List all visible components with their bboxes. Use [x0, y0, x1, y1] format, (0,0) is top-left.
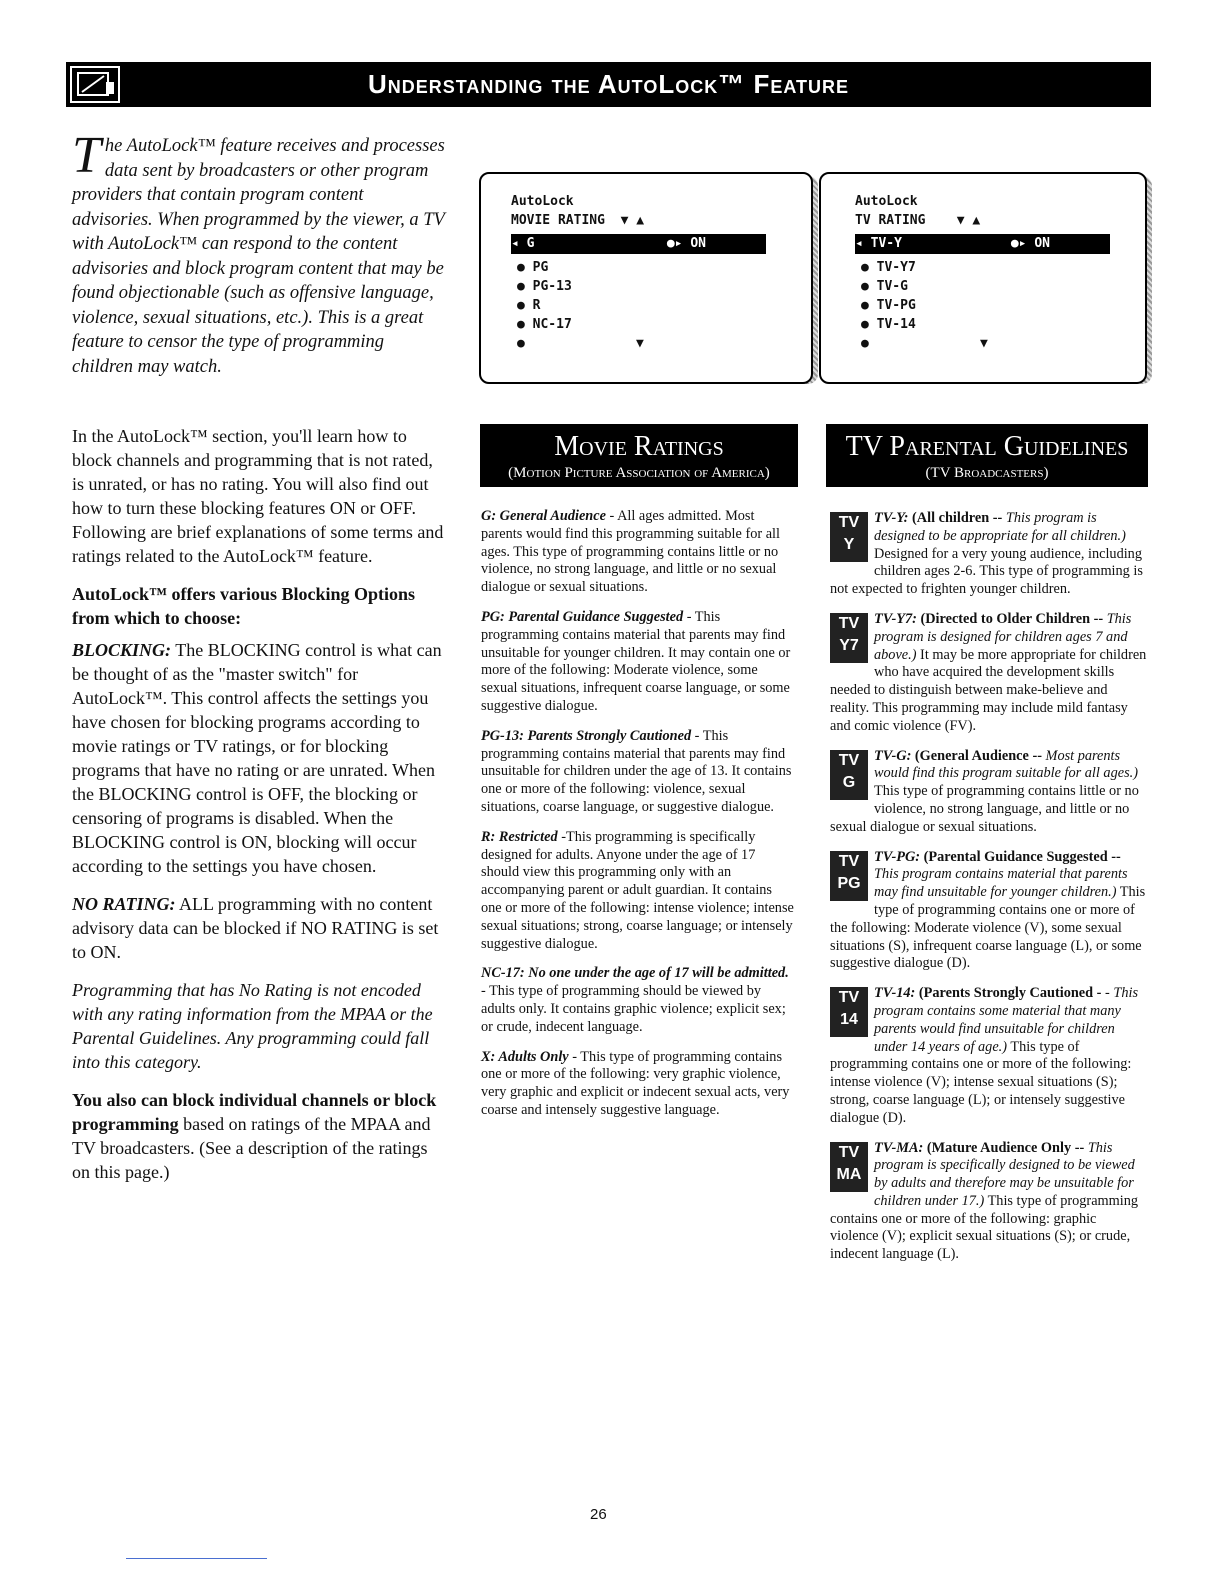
tv-rating-entry: TV PG TV-PG: (Parental Guidance Suggested -- This program contains material that parents may find unsuitable for younger children.) This type of programming contains one or more of the following: Moderate violence (V), some sexual situations (S), infrequent coarse language (L), or some suggestive dialogue (D). [830, 848, 1146, 972]
tv-rating-menu [855, 192, 1110, 353]
no-rating-note: Programming that has No Rating is not encoded with any rating information from the MPAA or the Parental Guidelines. Any programming could fall into this category. [72, 980, 433, 1072]
blocking-label: BLOCKING: [72, 640, 172, 660]
menu-item[interactable]: ● TV-PG [861, 298, 916, 313]
tv-14-badge-icon: TV 14 [830, 987, 868, 1037]
channels-bold: You also can block individual channels or block programming [72, 1090, 437, 1134]
menu-item[interactable]: ● R [517, 298, 541, 313]
autolock-intro: In the AutoLock™ section, you'll learn how to block channels and programming that is not rated, is unrated, or has no rating. You will also find out how to turn these blocking features ON or OFF. Following are brief explanations of some terms and ratings related to the AutoLock™ feature. [72, 426, 444, 566]
channels-paragraph [72, 1088, 448, 1184]
header-bar [66, 62, 1151, 107]
menu-item[interactable]: ● ▼ [861, 336, 988, 351]
tv-rating-entry: TV 14 TV-14: (Parents Strongly Cautioned - - This program contains some material that many parents would find unsuitable for children under 14 years of age.) This type of programming contains one or more of the following: intense violence (V); intense sexual situations (S); strong, coarse language (L); or intensely suggestive dialogue (D). [830, 985, 1139, 1126]
movie-rating-screen [479, 172, 813, 384]
tv-rating-entry: TV Y7 TV-Y7: (Directed to Older Children -- This program is designed for children ages 7 and above.) It may be more appropriate for children who have acquired the development skills needed to distinguish between make-believe and reality. This programming may include mild fantasy and comic violence (FV). [830, 610, 1147, 734]
rating-label: X: Adults Only [481, 1048, 569, 1065]
tv-g-badge-icon: TV G [830, 750, 868, 800]
menu-item[interactable]: ● PG [517, 260, 549, 275]
footer-rule [126, 1558, 267, 1559]
channels-text: based on ratings of the MPAA and TV broadcasters. (See a description of the ratings on this page.) [72, 1114, 431, 1182]
menu-item[interactable]: ● NC-17 [517, 317, 572, 332]
movie-ratings-title: Movie Ratings [554, 431, 724, 462]
menu-item[interactable]: ● PG-13 [517, 279, 572, 294]
rating-entry: X: Adults Only - This type of programming contains one or more of the following: very graphic violence, very graphic and explicit or indecent sexual acts, very coarse and intensely suggestive language. [481, 1048, 790, 1118]
menu-title: AutoLock [511, 194, 574, 209]
tv-guidelines-title: TV Parental Guidelines [845, 431, 1129, 462]
rating-entry: PG: Parental Guidance Suggested - This programming contains material that parents may find unsuitable for younger children. It may contain one or more of the following: Moderate violence, some sexual situations, infrequent coarse language, or some suggestive dialogue. [481, 608, 791, 714]
tv-pg-badge-icon: TV PG [830, 851, 868, 901]
menu-item[interactable]: ● TV-14 [861, 317, 916, 332]
rating-entry: G: General Audience - All ages admitted. Most parents would find this programming suitable for all ages. This type of programming contains little or no violence, no strong language, and little or no sexual dialogue or sexual situations. [481, 508, 780, 596]
left-column [72, 424, 448, 1198]
rating-label: R: Restricted [481, 828, 558, 845]
down-arrow-icon: ▼ [636, 336, 644, 351]
tv-guidelines-subtitle: (TV Broadcasters) [925, 465, 1049, 481]
movie-ratings-subtitle: (Motion Picture Association of America) [508, 465, 770, 481]
down-arrow-icon: ▼ [980, 336, 988, 351]
menu-item[interactable]: ● ▼ [517, 336, 644, 351]
rating-entry: NC-17: No one under the age of 17 will be admitted. - This type of programming should be viewed by adults only. It contains graphic violence; explicit sex; or crude, indecent language. [481, 965, 789, 1035]
no-rating-paragraph [72, 892, 448, 964]
intro-text: he AutoLock™ feature receives and processes data sent by broadcasters or other program providers that contain program content advisories. When programmed by the viewer, a TV with AutoLock™ can respond to the content advisories and block program content that may be found objectionable (such as offensive language, violence, sexual situations, etc.). This is a great feature to censor the type of programming children may watch. [72, 136, 445, 377]
page-number: 26 [590, 1506, 607, 1523]
tv-rating-entry: TV MA TV-MA: (Mature Audience Only -- This program is specifically designed to be viewed by adults and therefore may be unsuitable for children under 17.) This type of programming contains one or more of the following: graphic violence (V); explicit sexual situations (S); or crude, indecent language (L). [830, 1139, 1139, 1263]
menu-title: AutoLock [855, 194, 918, 209]
blocking-text: The BLOCKING control is what can be thought of as the "master switch" for AutoLock™. This control affects the settings you have chosen for blocking programs according to movie ratings or TV ratings, or for blocking programs that have no rating or are unrated. When the BLOCKING control is OFF, the blocking or censoring of programs is disabled. When the BLOCKING control is ON, blocking will occur according to the settings you have chosen. [72, 640, 442, 876]
menu-item[interactable]: ● TV-G [861, 279, 908, 294]
menu-selected-row[interactable]: ◂ TV-Y ●▸ ON [855, 234, 1110, 254]
arrows-icon: ▼ ▲ [956, 213, 981, 228]
menu-subtitle: TV RATING ▼ ▲ [855, 213, 981, 228]
intro-paragraph [72, 127, 447, 379]
movie-ratings-list [481, 508, 796, 1132]
no-rating-label: NO RATING: [72, 894, 176, 914]
page-title: Understanding the AutoLock™ Feature [367, 69, 850, 99]
rating-label: PG: Parental Guidance Suggested [481, 608, 684, 625]
tv-ma-badge-icon: TV MA [830, 1142, 868, 1192]
tv-guidelines-header [826, 424, 1148, 487]
rating-label: NC-17: No one under the age of 17 will be admitted. [481, 965, 789, 982]
tv-y7-badge-icon: TV Y7 [830, 613, 868, 663]
rating-label: G: General Audience [481, 508, 606, 524]
tv-y-badge-icon: TV Y [830, 512, 868, 562]
tv-rating-entry: TV G TV-G: (General Audience -- Most parents would find this program suitable for all ages.) This type of programming contains little or no violence, no strong language, and little or no sexual dialogue or sexual situations. [830, 747, 1139, 835]
blocking-options-heading: AutoLock™ offers various Blocking Options from which to choose: [72, 584, 416, 628]
arrows-icon: ▼ ▲ [620, 213, 645, 228]
tv-ratings-list [830, 510, 1148, 1276]
menu-subtitle: MOVIE RATING ▼ ▲ [511, 213, 645, 228]
movie-ratings-header [480, 424, 798, 487]
movie-rating-menu [511, 192, 766, 353]
tv-rating-screen [819, 172, 1147, 384]
menu-item[interactable]: ● TV-Y7 [861, 260, 916, 275]
menu-selected-row[interactable]: ◂ G ●▸ ON [511, 234, 766, 254]
blocking-paragraph [72, 638, 448, 878]
drop-cap: T [72, 127, 101, 184]
rating-label: PG-13: Parents Strongly Cautioned [481, 727, 692, 744]
no-rating-text: ALL programming with no content advisory data can be blocked if NO RATING is set to ON. [72, 894, 439, 962]
rating-entry: R: Restricted -This programming is specifically designed for adults. Anyone under the age of 17 should view this programming only with an accompanying parent or adult guardian. It contains one or more of the following: intense violence; intense sexual situations; strong, coarse language; or intensely suggestive dialogue. [481, 828, 794, 952]
rating-entry: PG-13: Parents Strongly Cautioned - This programming contains material that parents may find unsuitable for children under the age of 13. It contains one or more of the following: violence, sexual situations, coarse language, or suggestive dialogue. [481, 727, 792, 815]
tv-rating-entry: TV Y TV-Y: (All children -- This program is designed to be appropriate for all children.) Designed for a very young audience, including children ages 2-6. This type of programming is not expected to frighten younger children. [830, 510, 1143, 598]
